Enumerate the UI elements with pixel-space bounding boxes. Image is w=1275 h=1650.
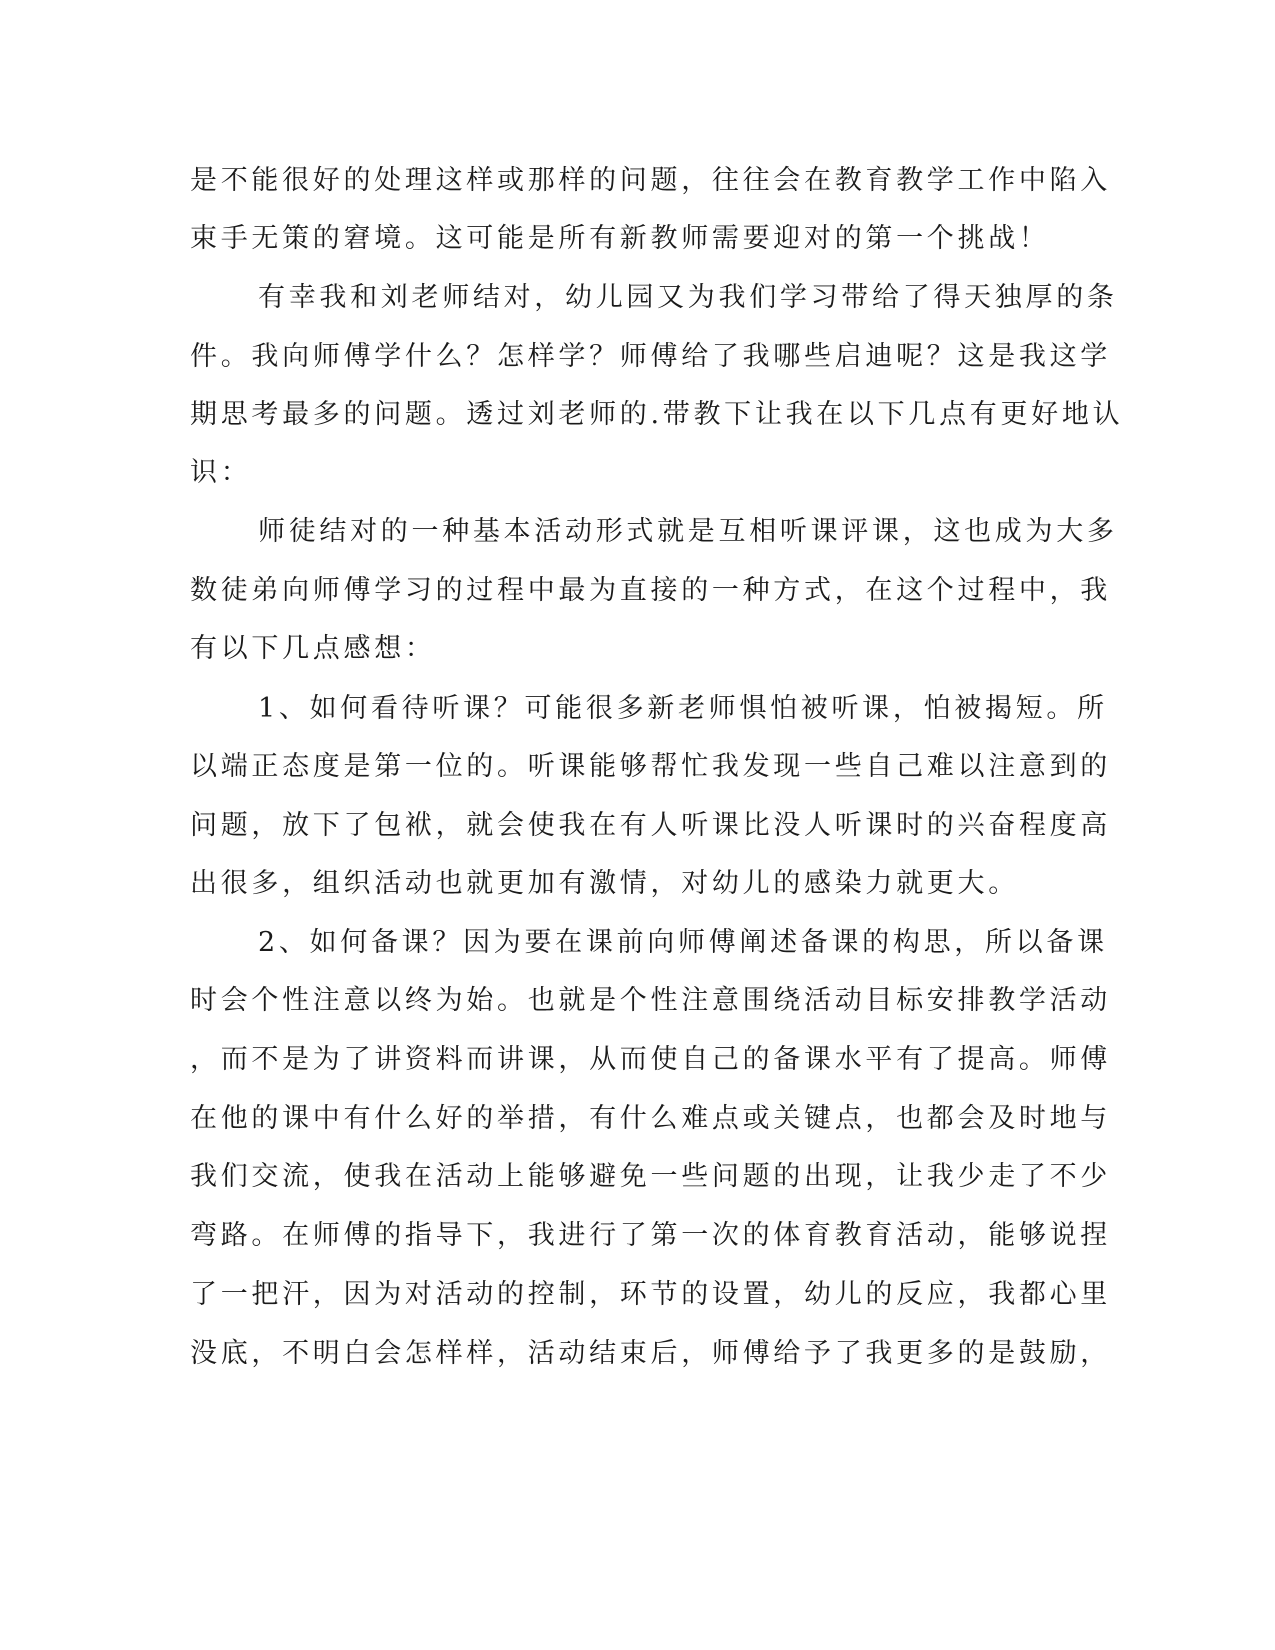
text-line: 以端正态度是第一位的。听课能够帮忙我发现一些自己难以注意到的	[190, 751, 1111, 782]
text-line: 是不能很好的处理这样或那样的问题，往往会在教育教学工作中陷入	[190, 165, 1111, 196]
text-line: 在他的课中有什么好的举措，有什么难点或关键点，也都会及时地与	[190, 1103, 1111, 1134]
text-line: 我们交流，使我在活动上能够避免一些问题的出现，让我少走了不少	[190, 1161, 1111, 1192]
text-line: 数徒弟向师傅学习的过程中最为直接的一种方式，在这个过程中，我	[190, 575, 1111, 606]
text-line: 没底，不明白会怎样样，活动结束后，师傅给予了我更多的是鼓励，	[190, 1338, 1111, 1369]
text-line: 期思考最多的问题。透过刘老师的.带教下让我在以下几点有更好地认	[190, 399, 1124, 430]
text-line: 弯路。在师傅的指导下，我进行了第一次的体育教育活动，能够说捏	[190, 1220, 1111, 1251]
text-line: ，而不是为了讲资料而讲课，从而使自己的备课水平有了提高。师傅	[190, 1044, 1111, 1075]
text-line: 了一把汗，因为对活动的控制，环节的设置，幼儿的反应，我都心里	[190, 1279, 1111, 1310]
text-line: 有以下几点感想：	[190, 633, 436, 664]
text-line: 束手无策的窘境。这可能是所有新教师需要迎对的第一个挑战！	[190, 223, 1050, 254]
text-line: 问题，放下了包袱，就会使我在有人听课比没人听课时的兴奋程度高	[190, 810, 1111, 841]
text-line: 件。我向师傅学什么？怎样学？师傅给了我哪些启迪呢？这是我这学	[190, 341, 1111, 372]
paragraph-start-line: 师徒结对的一种基本活动形式就是互相听课评课，这也成为大多	[258, 516, 1118, 547]
text-line: 出很多，组织活动也就更加有激情，对幼儿的感染力就更大。	[190, 868, 1019, 899]
text-line: 识：	[190, 457, 252, 488]
paragraph-start-line: 2、如何备课？因为要在课前向师傅阐述备课的构思，所以备课	[258, 927, 1108, 958]
text-line: 时会个性注意以终为始。也就是个性注意围绕活动目标安排教学活动	[190, 985, 1111, 1016]
paragraph-start-line: 有幸我和刘老师结对，幼儿园又为我们学习带给了得天独厚的条	[258, 282, 1118, 313]
paragraph-start-line: 1、如何看待听课？可能很多新老师惧怕被听课，怕被揭短。所	[258, 693, 1108, 724]
